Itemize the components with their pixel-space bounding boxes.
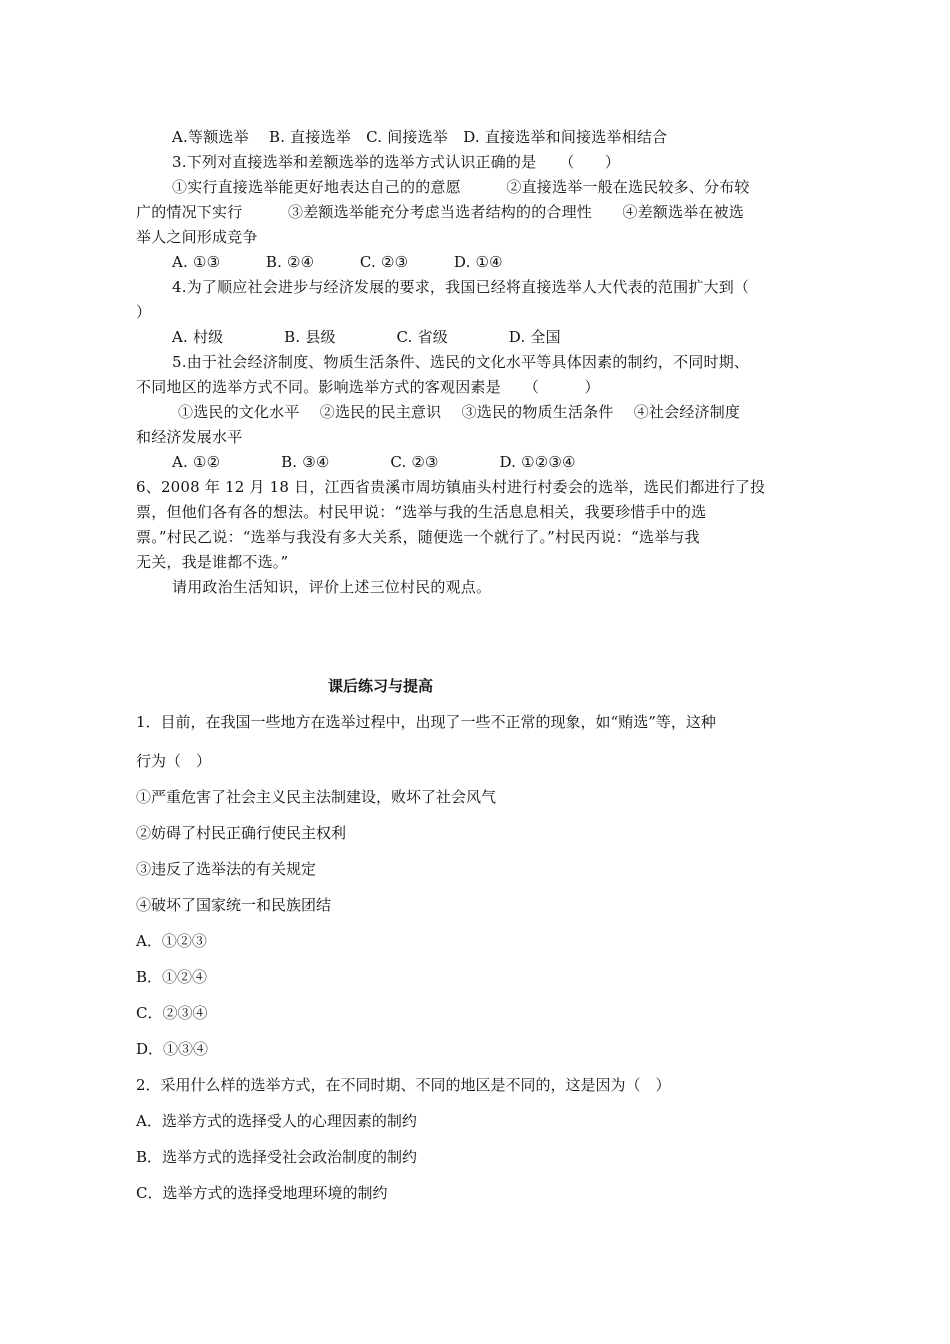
option-b: B．选举方式的选择受社会政治制度的制约	[136, 1148, 418, 1166]
option-c: C．选举方式的选择受地理环境的制约	[136, 1184, 388, 1202]
option-a: A．①②③	[136, 932, 207, 950]
question-3: 3.下列对直接选举和差额选举的选举方式认识正确的是 （ ）	[172, 153, 621, 171]
question-2: 2．采用什么样的选举方式，在不同时期、不同的地区是不同的，这是因为（ ）	[136, 1076, 671, 1094]
question-6: 6、2008 年 12 月 18 日，江西省贵溪市周坊镇庙头村进行村委会的选举，选民们都进行了投	[136, 478, 766, 496]
options-line: A. ①② B. ③④ C. ②③ D. ①②③④	[172, 453, 576, 471]
text-line: ①实行直接选举能更好地表达自己的的意愿 ②直接选举一般在选民较多、分布较	[172, 178, 750, 196]
question-1: 1．目前，在我国一些地方在选举过程中，出现了一些不正常的现象，如“贿选”等，这种	[136, 713, 716, 731]
question-5: 5.由于社会经济制度、物质生活条件、选民的文化水平等具体因素的制约，不同时期、	[172, 353, 750, 371]
list-item: ④破坏了国家统一和民族团结	[136, 896, 332, 914]
options-line: A. 村级 B. 县级 C. 省级 D. 全国	[172, 328, 561, 346]
text-line: 票，但他们各有各的想法。村民甲说：“选举与我的生活息息相关，我要珍惜手中的选	[136, 503, 707, 521]
text-line: ）	[136, 303, 152, 321]
option-a: A．选举方式的选择受人的心理因素的制约	[136, 1112, 417, 1130]
option-d: D．①③④	[136, 1040, 209, 1058]
text-line: 请用政治生活知识，评价上述三位村民的观点。	[172, 578, 492, 596]
text-line: ①选民的文化水平 ②选民的民主意识 ③选民的物质生活条件 ④社会经济制度	[178, 403, 741, 421]
text-line: 举人之间形成竞争	[136, 228, 258, 246]
list-item: ③违反了选举法的有关规定	[136, 860, 317, 878]
list-item: ②妨碍了村民正确行使民主权利	[136, 824, 347, 842]
option-c: C．②③④	[136, 1004, 208, 1022]
text-line: 广的情况下实行 ③差额选举能充分考虑当选者结构的的合理性 ④差额选举在被选	[136, 203, 745, 221]
option-b: B．①②④	[136, 968, 208, 986]
text-line: 无关，我是谁都不选。”	[136, 553, 289, 571]
text-line: A.等额选举 B. 直接选举 C. 间接选举 D. 直接选举和间接选举相结合	[172, 128, 668, 146]
text-line: 不同地区的选举方式不同。影响选举方式的客观因素是 （ ）	[136, 378, 600, 396]
question-4: 4.为了顺应社会进步与经济发展的要求，我国已经将直接选举人大代表的范围扩大到（	[172, 278, 750, 296]
list-item: ①严重危害了社会主义民主法制建设，败坏了社会风气	[136, 788, 497, 806]
text-line: 票。”村民乙说：“选举与我没有多大关系，随便选一个就行了。”村民丙说：“选举与我	[136, 528, 700, 546]
text-line: 和经济发展水平	[136, 428, 243, 446]
text-line: 行为（ ）	[136, 752, 212, 770]
options-line: A. ①③ B. ②④ C. ②③ D. ①④	[172, 253, 503, 271]
section-title: 课后练习与提高	[328, 677, 434, 695]
